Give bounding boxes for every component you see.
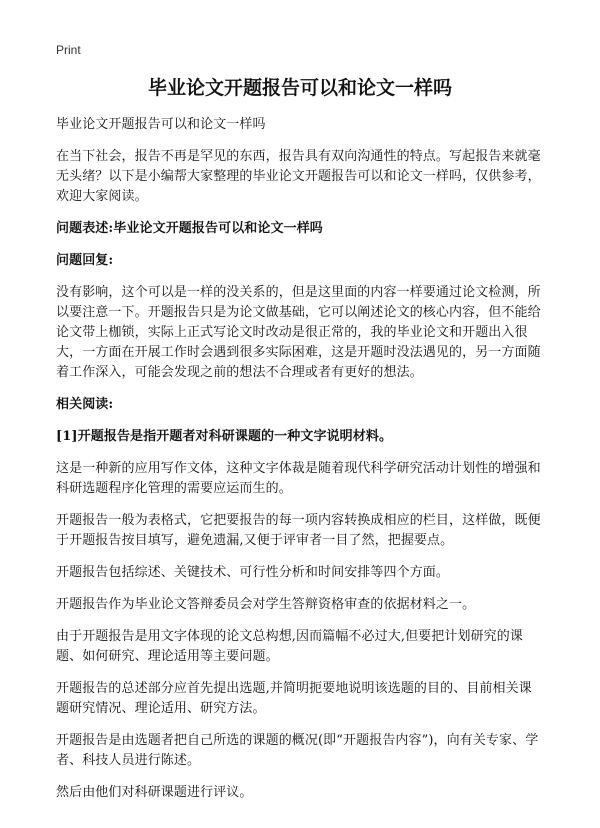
body-paragraph: 开题报告作为毕业论文答辩委员会对学生答辩资格审查的依据材料之一。 [56,597,476,612]
related-heading: 相关阅读: [56,397,114,412]
intro-paragraph: 在当下社会，报告不再是罕见的东西，报告具有双向沟通性的特点。写起报告来就毫无头绪？以下是小编帮大家整理的毕业论文开题报告可以和论文一样吗，仅供参考，欢迎大家阅读。 [56,149,541,204]
print-label: Print [56,43,81,57]
body-paragraph: 开题报告一般为表格式，它把要报告的每一项内容转换成相应的栏目，这样做，既便于开题报告按目填写，避免遗漏,又便于评审者一目了然，把握要点。 [56,513,541,548]
subtitle: 毕业论文开题报告可以和论文一样吗 [56,117,266,132]
body-paragraph: 开题报告包括综述、关键技术、可行性分析和时间安排等四个方面。 [56,565,450,580]
page-title: 毕业论文开题报告可以和论文一样吗 [147,77,452,99]
body-paragraph: 然后由他们对科研课题进行评议。 [56,785,253,800]
body-paragraph: 开题报告的总述部分应首先提出选题,并简明扼要地说明该选题的目的、目前相关课题研究情况、理论适用、研究方法。 [56,681,532,716]
body-paragraph: 由于开题报告是用文字体现的论文总构想,因而篇幅不必过大,但要把计划研究的课题、如何研究、理论适用等主要问题。 [56,629,523,664]
body-paragraph: 这是一种新的应用写作文体，这种文字体裁是随着现代科学研究活动计划性的增强和科研选题程序化管理的需要应运而生的。 [56,461,541,496]
answer-paragraph: 没有影响，这个可以是一样的没关系的，但是这里面的内容一样要通过论文检测，所以要注意一下。开题报告只是为论文做基础，它可以阐述论文的核心内容，但不能给论文带上枷锁，实际上正式写论文时改动是很正常的，我的毕业论文和开题出入很大，一方面在开展工作时会遇到很多实际困难，这是开题时没法遇见的，另一方面随着工作深入，可能会发现之前的想法不合理或者有更好的想法。 [56,285,541,380]
answer-heading: 问题回复: [56,253,114,268]
body-paragraph: 开题报告是由选题者把自己所选的课题的概况(即“开题报告内容”)，向有关专家、学者、科技人员进行陈述。 [56,733,539,768]
question-heading: 问题表述:毕业论文开题报告可以和论文一样吗 [56,221,323,236]
section-heading: [1]开题报告是指开题者对科研课题的一种文字说明材料。 [56,429,393,444]
